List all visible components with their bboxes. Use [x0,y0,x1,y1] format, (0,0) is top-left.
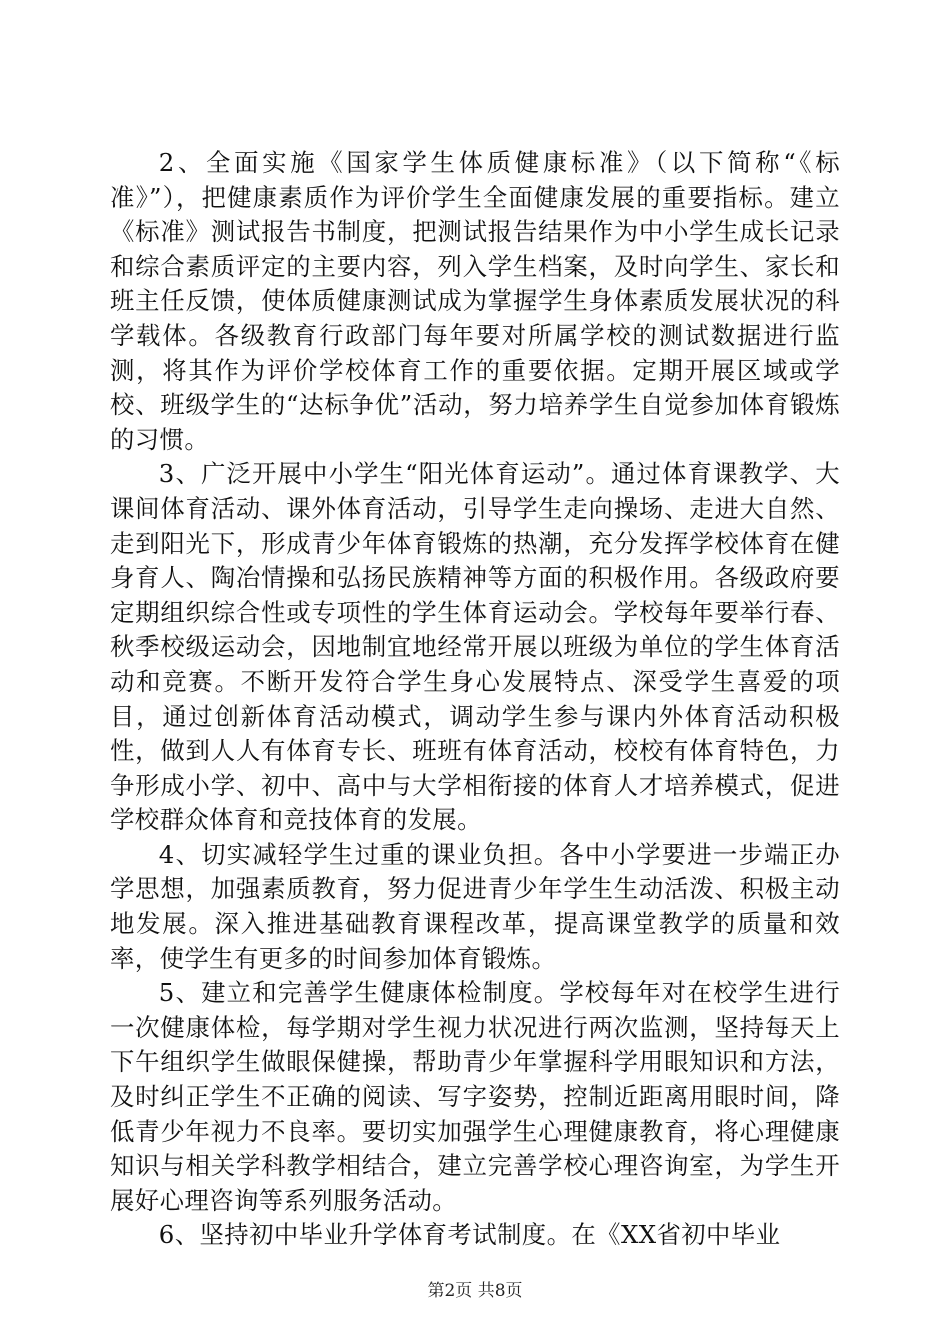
document-body [110,146,840,1253]
paragraph-4: 4、切实减轻学生过重的课业负担。各中小学要进一步端正办学思想，加强素质教育，努力促进青少年学生生动活泼、积极主动地发展。深入推进基础教育课程改革，提高课堂教学的质量和效率，使学生有更多的时间参加体育锻炼。 [110,839,840,973]
paragraph-3: 3、广泛开展中小学生“阳光体育运动”。通过体育课教学、大课间体育活动、课外体育活动，引导学生走向操场、走进大自然、走到阳光下，形成青少年体育锻炼的热潮，充分发挥学校体育在健身育人、陶冶情操和弘扬民族精神等方面的积极作用。各级政府要定期组织综合性或专项性的学生体育运动会。学校每年要举行春、秋季校级运动会，因地制宜地经常开展以班级为单位的学生体育活动和竞赛。不断开发符合学生身心发展特点、深受学生喜爱的项目，通过创新体育活动模式，调动学生参与课内外体育活动积极性，做到人人有体育专长、班班有体育活动，校校有体育特色，力争形成小学、初中、高中与大学相衔接的体育人才培养模式，促进学校群众体育和竞技体育的发展。 [110,459,840,835]
paragraph-2: 2、全面实施《国家学生体质健康标准》（以下简称“《标准》”），把健康素质作为评价学生全面健康发展的重要指标。建立《标准》测试报告书制度，把测试报告结果作为中小学生成长记录和综合素质评定的主要内容，列入学生档案，及时向学生、家长和班主任反馈，使体质健康测试成为掌握学生身体素质发展状况的科学载体。各级教育行政部门每年要对所属学校的测试数据进行监测，将其作为评价学校体育工作的重要依据。定期开展区域或学校、班级学生的“达标争优”活动，努力培养学生自觉参加体育锻炼的习惯。 [110,148,840,454]
paragraph-6: 6、坚持初中毕业升学体育考试制度。在《XX省初中毕业 [158,1220,781,1250]
paragraph-5: 5、建立和完善学生健康体检制度。学校每年对在校学生进行一次健康体检，每学期对学生视力状况进行两次监测，坚持每天上下午组织学生做眼保健操，帮助青少年掌握科学用眼知识和方法，及时纠正学生不正确的阅读、写字姿势，控制近距离用眼时间，降低青少年视力不良率。要切实加强学生心理健康教育，将心理健康知识与相关学科教学相结合，建立完善学校心理咨询室，为学生开展好心理咨询等系列服务活动。 [110,978,840,1215]
page-footer: 第2页 共8页 [427,1281,523,1301]
